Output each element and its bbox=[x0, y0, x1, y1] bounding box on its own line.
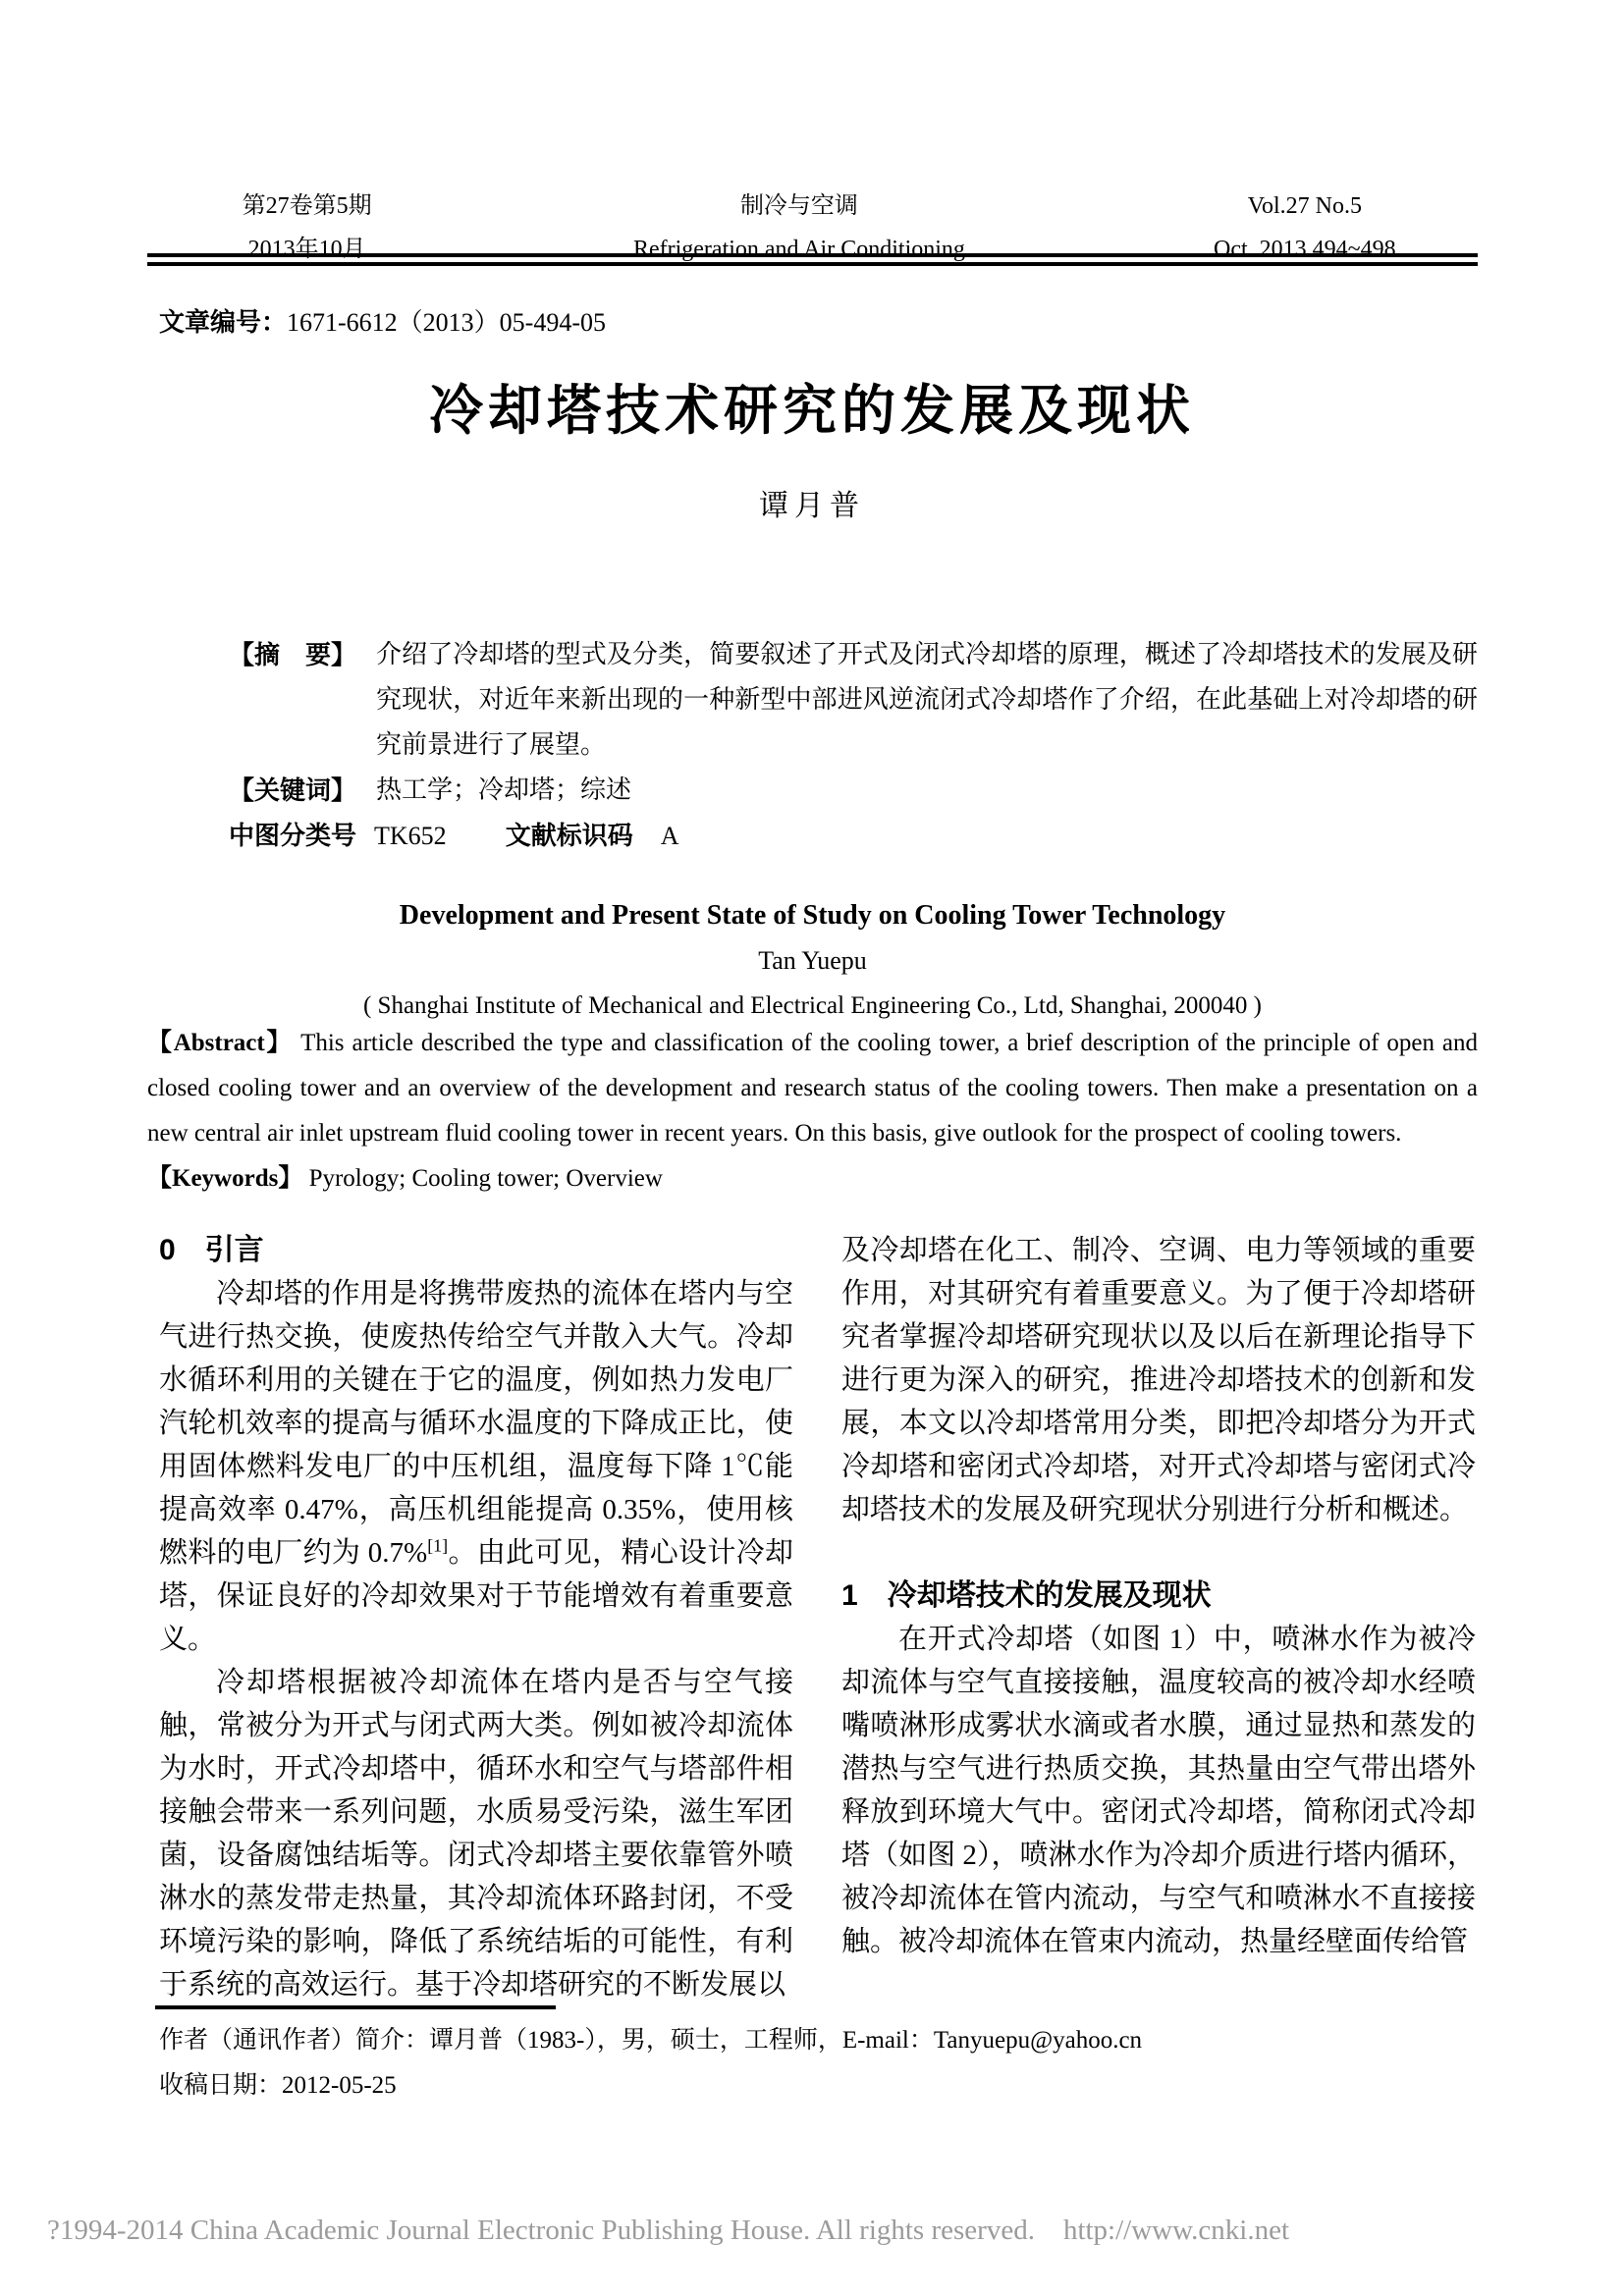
cnki-watermark: ?1994-2014 China Academic Journal Electronic Publishing House. All rights reserved. http://www.cnki.net bbox=[47, 2215, 1290, 2246]
issue-date-en: Oct. 2013.494~498 bbox=[1214, 237, 1396, 262]
article-number-value: 1671-6612（2013）05-494-05 bbox=[287, 308, 606, 337]
doc-code-value: A bbox=[660, 822, 679, 850]
classification-row bbox=[229, 813, 1478, 859]
abstract-text-en: This article described the type and classification of the cooling tower, a brief description of the principle of open and closed cooling tower and an overview of the development and research status of the cooling towers. Then make a presentation on a new central air inlet upstream fluid cooling tower in recent years. On this basis, give outlook for the prospect of cooling towers. bbox=[147, 1030, 1479, 1147]
abstract-block-cn bbox=[229, 632, 1478, 859]
paragraph-1-text-cont: 。由此可见，精心设计冷却塔，保证良好的冷却效果对于节能增效有着重要意义。 bbox=[159, 1537, 793, 1655]
received-date-line: 收稿日期：2012-05-25 bbox=[159, 2072, 397, 2099]
paragraph-1-text: 冷却塔的作用是将携带废热的流体在塔内与空气进行热交换，使废热传给空气并散入大气。冷却水循环利用的关键在于它的温度，例如热力发电厂汽轮机效率的提高与循环水温度的下降成正比，使用固体燃料发电厂的中压机组，温度每下降 1℃能提高效率 0.47%，高压机组能提高 0.35%，使用核燃料的电厂约为 0.7% bbox=[159, 1278, 793, 1569]
paper-author-cn: 谭月普 bbox=[759, 490, 865, 522]
paper-title-cn: 冷却塔技术研究的发展及现状 bbox=[428, 380, 1195, 441]
paper-author-en: Tan Yuepu bbox=[758, 946, 867, 975]
abstract-label-cn: 【摘 要】 bbox=[229, 640, 357, 669]
header-double-rule bbox=[147, 253, 1478, 266]
section-heading-1: 1 冷却塔技术的发展及现状 bbox=[841, 1579, 1212, 1612]
article-number-label: 文章编号： bbox=[159, 307, 288, 337]
citation-ref-1: [1] bbox=[427, 1535, 449, 1556]
paper-affiliation-en: ( Shanghai Institute of Mechanical and Electrical Engineering Co., Ltd, Shanghai, 200040 ) bbox=[362, 992, 1263, 1019]
keywords-row-cn bbox=[229, 768, 1478, 813]
body-paragraph-4: 在开式冷却塔（如图 1）中，喷淋水作为被冷却流体与空气直接接触，温度较高的被冷却水经喷嘴喷淋形成雾状水滴或者水膜，通过显热和蒸发的潜热与空气进行热质交换，其热量由空气带出塔外释放到环境大气中。密闭式冷却塔，简称闭式冷却塔（如图 2），喷淋水作为冷却介质进行塔内循环，被冷却流体在管内流动，与空气和喷淋水不直接接触。被冷却流体在管束内流动，热量经壁面传给管 bbox=[841, 1624, 1476, 1957]
keywords-paragraph-en bbox=[147, 1156, 1478, 1201]
abstract-row-cn bbox=[229, 632, 1478, 768]
issue-date-cn: 2013年10月 bbox=[247, 237, 366, 262]
section-heading-0: 0 引言 bbox=[159, 1234, 264, 1266]
body-paragraph-2: 冷却塔根据被冷却流体在塔内是否与空气接触，常被分为开式与闭式两大类。例如被冷却流体为水时，开式冷却塔中，循环水和空气与塔部件相接触会带来一系列问题，水质易受污染，滋生军团菌，设备腐蚀结垢等。闭式冷却塔主要依靠管外喷淋水的蒸发带走热量，其冷却流体环路封闭，不受环境污染的影响，降低了系统结垢的可能性，有利于系统的高效运行。基于冷却塔研究的不断发展以 bbox=[159, 1667, 793, 2001]
abstract-paragraph-en bbox=[147, 1021, 1478, 1156]
clc-label: 中图分类号 bbox=[229, 821, 357, 850]
journal-title-en: Refrigeration and Air Conditioning bbox=[632, 237, 965, 262]
footnote-block bbox=[159, 2018, 1478, 2109]
keywords-text-cn: 热工学；冷却塔；综述 bbox=[376, 775, 632, 804]
abstract-block-en bbox=[147, 1021, 1478, 1201]
english-title-block bbox=[147, 893, 1478, 1029]
abstract-label-en: 【Abstract】 bbox=[147, 1030, 294, 1056]
keywords-label-en: 【Keywords】 bbox=[147, 1165, 303, 1192]
keywords-text-en: Pyrology; Cooling tower; Overview bbox=[302, 1165, 663, 1192]
body-paragraph-1 bbox=[159, 1272, 793, 1661]
paper-title-en: Development and Present State of Study on Cooling Tower Technology bbox=[399, 900, 1226, 931]
abstract-text-cn: 介绍了冷却塔的型式及分类，简要叙述了开式及闭式冷却塔的原理，概述了冷却塔技术的发展及研究现状，对近年来新出现的一种新型中部进风逆流闭式冷却塔作了介绍，在此基础上对冷却塔的研究前景进行了展望。 bbox=[376, 640, 1478, 759]
volume-number-en: Vol.27 No.5 bbox=[1247, 193, 1362, 219]
body-paragraph-3: 及冷却塔在化工、制冷、空调、电力等领域的重要作用，对其研究有着重要意义。为了便于冷却塔研究者掌握冷却塔研究现状以及以后在新理论指导下进行更为深入的研究，推进冷却塔技术的创新和发展，本文以冷却塔常用分类，即把冷却塔分为开式冷却塔和密闭式冷却塔，对开式冷却塔与密闭式冷却塔技术的发展及研究现状分别进行分析和概述。 bbox=[841, 1235, 1476, 1525]
body-column-left bbox=[159, 1229, 793, 2006]
issue-number-cn: 第27卷第5期 bbox=[242, 193, 372, 219]
article-number-line bbox=[159, 302, 606, 339]
clc-value: TK652 bbox=[374, 822, 447, 850]
author-bio-line: 作者（通讯作者）简介：谭月普（1983-），男，硕士，工程师，E-mail：Tanyuepu@yahoo.cn bbox=[159, 2027, 1143, 2054]
journal-title-cn: 制冷与空调 bbox=[739, 193, 858, 219]
keywords-label-cn: 【关键词】 bbox=[229, 775, 357, 805]
footnote-separator-rule bbox=[155, 2005, 556, 2009]
doc-code-label: 文献标识码 bbox=[505, 821, 633, 850]
body-column-right bbox=[841, 1229, 1476, 1963]
